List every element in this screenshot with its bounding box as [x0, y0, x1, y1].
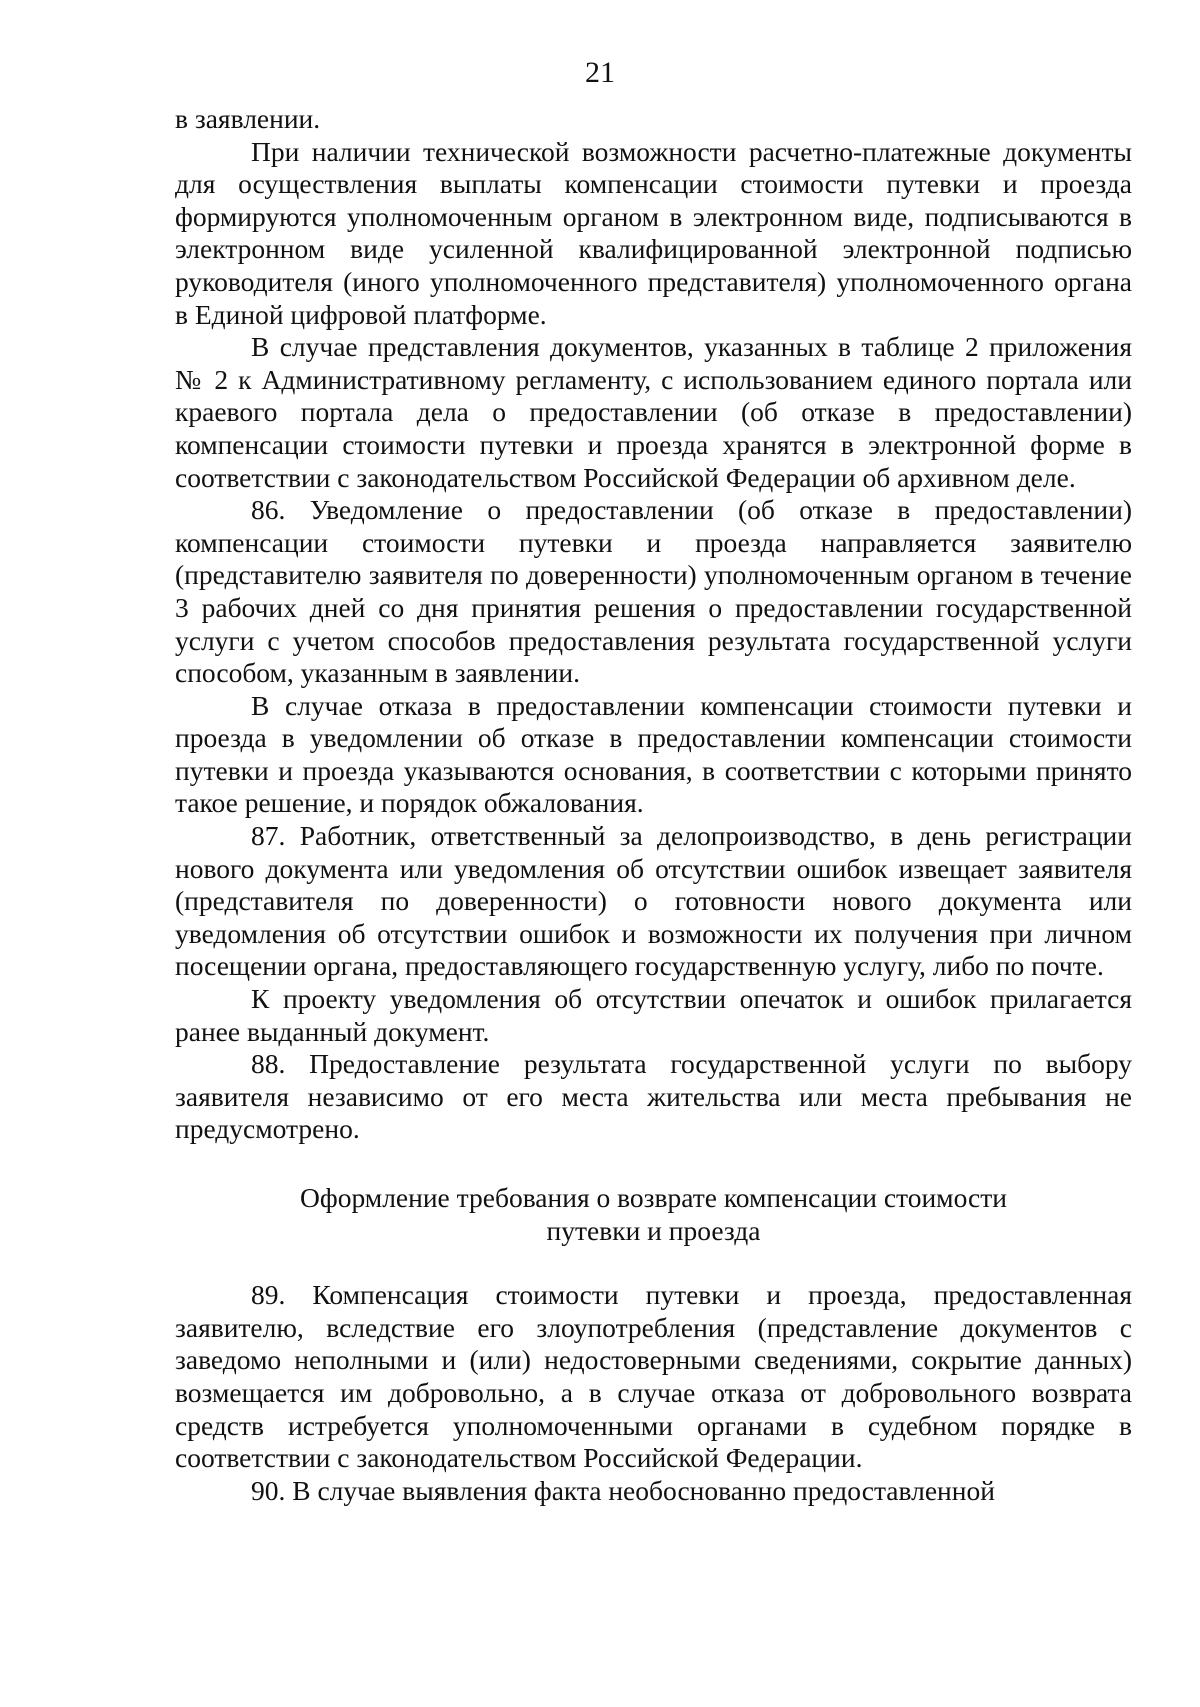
section-heading-line2: путевки и проезда	[546, 1214, 761, 1246]
page-number: 21	[585, 56, 615, 89]
section-heading	[175, 1182, 1132, 1247]
paragraph-archive-storage: В случае представления документов, указанных в таблице 2 приложения № 2 к Административному регламенту, с использованием единого портала или краевого портала дела о предоставлении (об отказе в предоставлении) компенсации стоимости путевки и проезда хранятся в электронной форме в соответствии с законодательством Российской Федерации об архивном деле.	[175, 331, 1132, 493]
paragraph-continuation: в заявлении.	[175, 103, 321, 134]
paragraph-88: 88. Предоставление результата государственной услуги по выбору заявителя независимо от его места жительства или места пребывания не предусмотрено.	[175, 1048, 1132, 1145]
paragraph-89: 89. Компенсация стоимости путевки и проезда, предоставленная заявителю, вследствие его злоупотребления (представление документов с заведомо неполными и (или) недостоверными сведениями, сокрытие данных) возмещается им добровольно, а в случае отказа от добровольного возврата средств истребуется уполномоченными органами в судебном порядке в соответствии с законодательством Российской Федерации.	[175, 1279, 1132, 1474]
paragraph-90: 90. В случае выявления факта необоснованно предоставленной	[251, 1474, 995, 1506]
paragraph-86: 86. Уведомление о предоставлении (об отказе в предоставлении) компенсации стоимости путевки и проезда направляется заявителю (представителю заявителя по доверенности) уполномоченным органом в течение 3 рабочих дней со дня принятия решения о предоставлении государственной услуги с учетом способов предоставления результата государственной услуги способом, указанным в заявлении.	[175, 494, 1132, 689]
document-body	[175, 103, 1132, 1507]
paragraph-electronic-documents: При наличии технической возможности расчетно-платежные документы для осуществления выплаты компенсации стоимости путевки и проезда формируются уполномоченным органом в электронном виде, подписываются в электронном виде усиленной квалифицированной электронной подписью руководителя (иного уполномоченного представителя) уполномоченного органа в Единой цифровой платформе.	[175, 135, 1132, 330]
paragraph-refusal-notice: В случае отказа в предоставлении компенсации стоимости путевки и проезда в уведомлении об отказе в предоставлении компенсации стоимости путевки и проезда указываются основания, в соответствии с которыми принято такое решение, и порядок обжалования.	[175, 689, 1132, 819]
paragraph-attachment: К проекту уведомления об отсутствии опечаток и ошибок прилагается ранее выданный документ.	[175, 983, 1132, 1047]
paragraph-87: 87. Работник, ответственный за делопроизводство, в день регистрации нового документа или уведомления об отсутствии ошибок извещает заявителя (представителя по доверенности) о готовности нового документа или уведомления об отсутствии ошибок и возможности их получения при личном посещении органа, предоставляющего государственную услугу, либо по почте.	[175, 820, 1132, 982]
section-heading-line1: Оформление требования о возврате компенсации стоимости	[300, 1182, 1007, 1213]
